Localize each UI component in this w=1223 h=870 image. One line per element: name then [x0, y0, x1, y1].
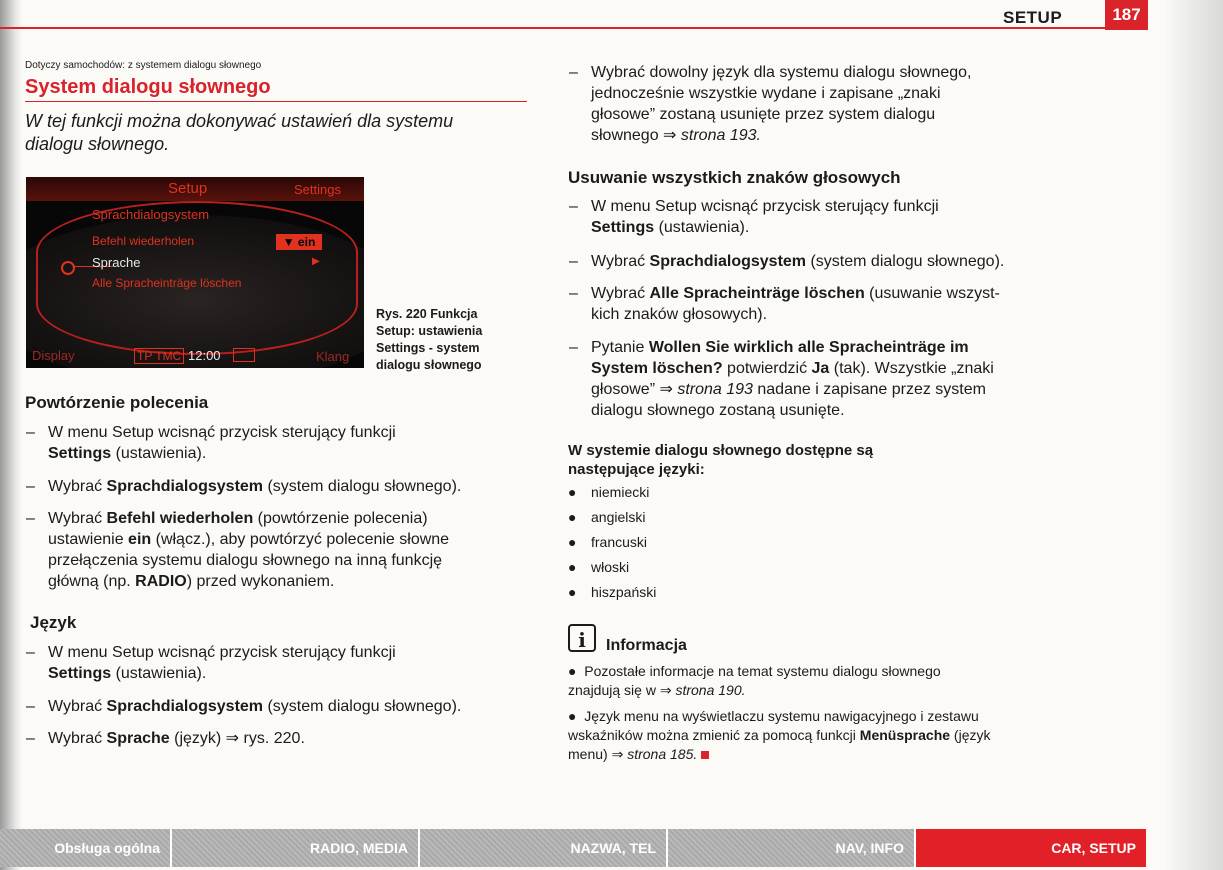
bullet-icon: ●	[568, 663, 585, 679]
screen-menu-sprachdialogsystem: Sprachdialogsystem	[92, 207, 210, 222]
instruction-step	[26, 508, 450, 592]
step-text: (powtórzenie polecenia)	[253, 510, 428, 527]
step-bold: Sprache	[106, 730, 170, 747]
applicability-note: Dotyczy samochodów: z systemem dialogu słownego	[25, 60, 262, 71]
screen-menu-befehl: Befehl wiederholen	[92, 234, 195, 248]
step-text: dialogu słownego zostaną usunięte.	[591, 402, 845, 419]
page-reference: strona 185.	[627, 746, 698, 762]
dash-marker: –	[569, 339, 578, 356]
step-bold: Befehl wiederholen	[106, 510, 254, 527]
info-text: znajdują się w ⇒	[568, 682, 676, 698]
step-text: słownego ⇒	[591, 127, 681, 144]
header-section-title: SETUP	[1003, 8, 1063, 27]
step-text: kich znaków głosowych).	[591, 306, 768, 323]
instruction-step	[26, 696, 462, 717]
step-text: Pytanie	[591, 339, 649, 356]
step-text: Wybrać dowolny język dla systemu dialogu słownego,	[591, 64, 972, 81]
step-text: potwierdzić	[722, 360, 812, 377]
step-text: Wybrać	[591, 253, 650, 270]
step-text: (system dialogu słownego).	[806, 253, 1005, 270]
dash-marker: –	[26, 478, 35, 495]
info-title: Informacja	[606, 637, 687, 654]
tab-label: RADIO, MEDIA	[310, 840, 408, 856]
page-reference: strona 193	[677, 381, 753, 398]
dash-marker: –	[26, 510, 35, 527]
dash-marker: –	[569, 64, 578, 81]
step-bold: Ja	[811, 360, 830, 377]
instruction-step	[569, 283, 1000, 325]
step-text: (ustawienia).	[111, 665, 207, 682]
screen-settings-label: Settings	[294, 182, 341, 197]
step-text: W menu Setup wcisnąć przycisk sterujący funkcji	[48, 644, 396, 661]
step-text: (ustawienia).	[654, 219, 750, 236]
step-text: ustawienie	[48, 531, 129, 548]
intro-line-1: W tej funkcji można dokonywać ustawień dla systemu	[25, 111, 454, 131]
screen-menu-loeschen: Alle Spracheinträge löschen	[92, 276, 242, 290]
dash-marker: –	[569, 198, 578, 215]
caption-line: dialogu słownego	[376, 358, 482, 372]
step-text: (system dialogu słownego).	[263, 478, 462, 495]
language-label: hiszpański	[591, 584, 657, 600]
language-label: angielski	[591, 509, 646, 525]
section-heading-delete: Usuwanie wszystkich znaków głosowych	[568, 168, 901, 187]
tab-label: NAZWA, TEL	[570, 840, 656, 856]
bullet-icon: ●	[568, 484, 577, 500]
step-text: Wybrać	[48, 730, 107, 747]
bullet-icon: ●	[568, 559, 577, 575]
caption-line: Rys. 220 Funkcja	[376, 307, 478, 321]
language-item	[568, 559, 630, 575]
step-text: (język) ⇒ rys. 220.	[169, 730, 305, 747]
step-bold: ein	[128, 531, 152, 548]
language-item	[568, 509, 646, 525]
tab-obsluga-ogolna[interactable]	[0, 829, 172, 867]
screen-display-label: Display	[32, 348, 75, 363]
step-text: głosowe” zostaną usunięte przez system dialogu	[591, 106, 936, 123]
info-note-2	[568, 707, 990, 764]
end-marker-icon	[701, 751, 709, 759]
info-note-1	[568, 662, 941, 700]
step-bold: System löschen?	[591, 360, 723, 377]
step-bold: Wollen Sie wirklich alle Spracheinträge im	[648, 339, 969, 356]
tab-label: CAR, SETUP	[1051, 840, 1136, 856]
instruction-step	[569, 62, 972, 146]
dash-marker: –	[26, 698, 35, 715]
tab-radio-media[interactable]	[172, 829, 420, 867]
screen-clock: 12:00	[188, 348, 221, 363]
section-heading-language: Język	[30, 613, 77, 632]
languages-heading-line: następujące języki:	[568, 461, 705, 478]
screen-klang-label: Klang	[316, 349, 350, 364]
step-text: (usuwanie wszyst-	[864, 285, 1000, 302]
bullet-icon: ●	[568, 534, 577, 550]
page-title: System dialogu słownego	[25, 76, 271, 98]
language-item	[568, 584, 657, 600]
step-text: Wybrać	[591, 285, 650, 302]
tab-nazwa-tel[interactable]	[420, 829, 668, 867]
bullet-icon: ●	[568, 509, 577, 525]
instruction-step	[26, 642, 396, 684]
setup-screen-figure	[26, 177, 364, 368]
title-rule	[25, 101, 527, 102]
step-bold: Sprachdialogsystem	[649, 253, 807, 270]
step-text: przełączenia systemu dialogu słownego na inną funkcję	[48, 552, 443, 569]
intro-line-2: dialogu słownego.	[25, 134, 170, 154]
screen-ein-value: ▼ ein	[276, 234, 322, 250]
instruction-step	[569, 337, 994, 421]
bullet-icon: ●	[568, 584, 577, 600]
languages-heading-line: W systemie dialogu słownego dostępne są	[568, 442, 874, 459]
step-text: nadane i zapisane przez system	[752, 381, 986, 398]
tab-nav-info[interactable]	[668, 829, 916, 867]
step-bold: Settings	[591, 219, 655, 236]
step-bold: Settings	[48, 445, 112, 462]
step-text: Wybrać	[48, 698, 107, 715]
instruction-step	[26, 728, 305, 749]
instruction-step	[569, 251, 1005, 272]
caption-line: Setup: ustawienia	[376, 324, 483, 338]
step-text: Wybrać	[48, 478, 107, 495]
caption-line: Settings - system	[376, 341, 480, 355]
language-item	[568, 484, 650, 500]
header-rule	[0, 27, 1105, 29]
step-bold: RADIO	[135, 573, 187, 590]
tab-label: NAV, INFO	[835, 840, 904, 856]
page-reference: strona 190.	[675, 682, 746, 698]
step-text: jednocześnie wszystkie wydane i zapisane „znaki	[591, 85, 941, 102]
step-bold: Sprachdialogsystem	[106, 478, 264, 495]
dash-marker: –	[26, 644, 35, 661]
language-label: niemiecki	[591, 484, 650, 500]
step-text: (włącz.), aby powtórzyć polecenie słowne	[151, 531, 450, 548]
info-text: menu) ⇒	[568, 746, 628, 762]
info-bold: Menüsprache	[859, 727, 951, 743]
step-bold: Settings	[48, 665, 112, 682]
dash-marker: –	[569, 253, 578, 270]
step-text: (ustawienia).	[111, 445, 207, 462]
section-heading-repeat: Powtórzenie polecenia	[25, 393, 209, 412]
step-text: ) przed wykonaniem.	[186, 573, 335, 590]
info-text: wskaźników można zmienić za pomocą funkcji	[568, 727, 860, 743]
page-number: 187	[1105, 0, 1148, 30]
screen-selector-knob-icon	[61, 261, 75, 275]
instruction-step	[569, 196, 939, 238]
tab-label: Obsługa ogólna	[54, 840, 160, 856]
dash-marker: –	[26, 730, 35, 747]
screen-tp-tmc: TP TMC	[134, 348, 184, 364]
languages-heading	[568, 441, 873, 479]
step-text: W menu Setup wcisnąć przycisk sterujący funkcji	[591, 198, 939, 215]
page-reference: strona 193.	[680, 127, 761, 144]
instruction-step	[26, 422, 396, 464]
step-text: W menu Setup wcisnąć przycisk sterujący funkcji	[48, 424, 396, 441]
step-text: głosowe” ⇒	[591, 381, 678, 398]
screen-gauge-icon	[233, 348, 255, 362]
step-text: Wybrać	[48, 510, 107, 527]
step-bold: Sprachdialogsystem	[106, 698, 264, 715]
step-text: (tak). Wszystkie „znaki	[829, 360, 994, 377]
step-bold: Alle Spracheinträge löschen	[649, 285, 865, 302]
screen-menu-sprache: Sprache	[92, 255, 141, 270]
step-text: (system dialogu słownego).	[263, 698, 462, 715]
dash-marker: –	[569, 285, 578, 302]
step-text: główną (np.	[48, 573, 136, 590]
tab-car-setup[interactable]	[916, 829, 1146, 867]
instruction-step	[26, 476, 462, 497]
screen-title: Setup	[168, 180, 208, 197]
screen-arrow-right-icon: ▶	[312, 256, 320, 267]
language-label: francuski	[591, 534, 648, 550]
bullet-icon: ●	[568, 708, 585, 724]
dash-marker: –	[26, 424, 35, 441]
page-fold-right	[1165, 0, 1223, 870]
language-label: włoski	[591, 559, 630, 575]
info-text: Pozostałe informacje na temat systemu dialogu słownego	[584, 663, 941, 679]
page-fold-left	[0, 0, 22, 870]
language-item	[568, 534, 648, 550]
figure-caption	[376, 306, 482, 374]
info-icon: i	[568, 624, 596, 652]
info-text: (język	[950, 727, 991, 743]
info-text: Język menu na wyświetlaczu systemu nawigacyjnego i zestawu	[584, 708, 979, 724]
